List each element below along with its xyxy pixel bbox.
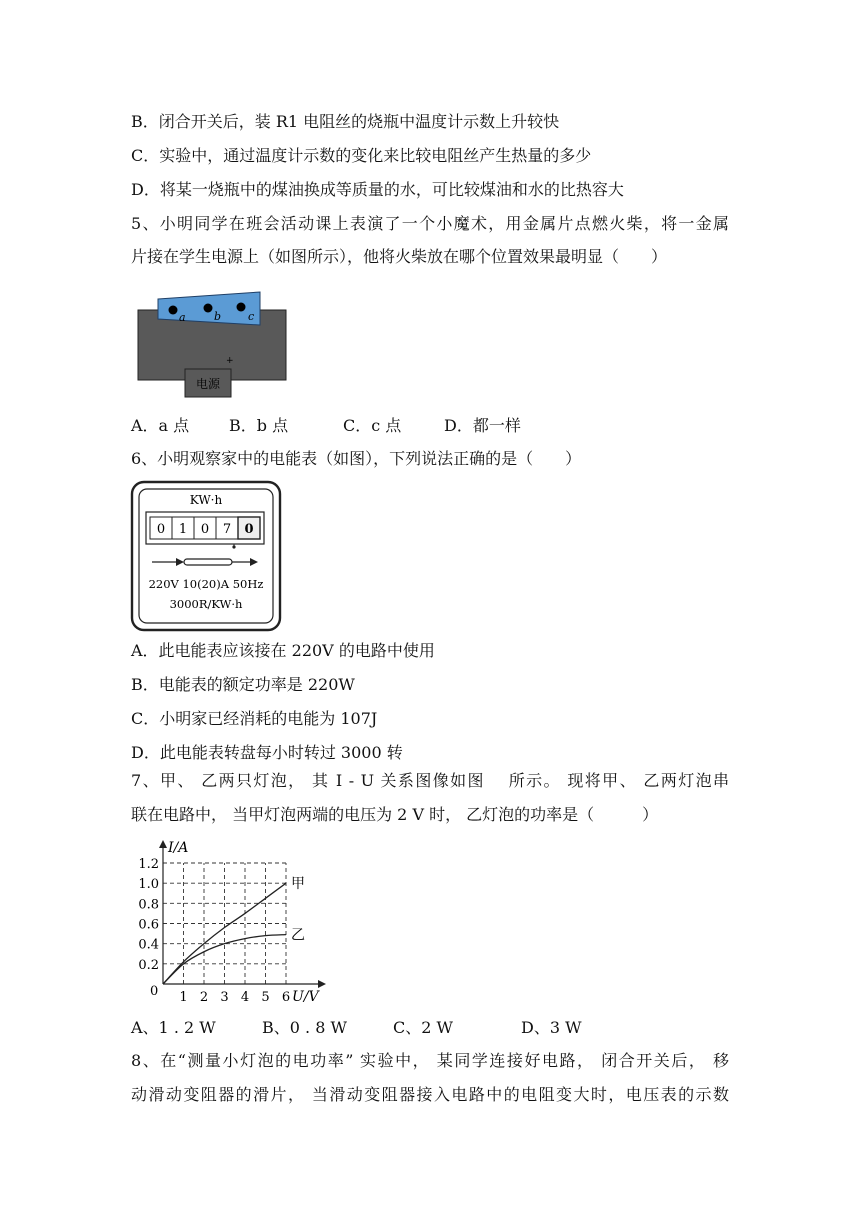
question-6-option-a: A．此电能表应该接在 220V 的电路中使用: [131, 641, 435, 660]
question-6-option-c: C．小明家已经消耗的电能为 107J: [131, 709, 378, 728]
question-7-line-2: 联在电路中， 当甲灯泡两端的电压为 2 V 时， 乙灯泡的功率是（ ）: [131, 805, 659, 824]
q7-option-a: A、1 . 2 W: [131, 1018, 216, 1037]
x-axis-label: U/V: [292, 989, 319, 1005]
meter-digit-5: 0: [244, 522, 254, 537]
y-tick-0.6: 0.6: [138, 917, 159, 933]
x-tick-1: 1: [179, 990, 188, 1005]
q7-option-b: B、0 . 8 W: [262, 1018, 347, 1037]
question-6-option-b: B．电能表的额定功率是 220W: [131, 675, 355, 694]
source-label: 电源: [195, 377, 221, 391]
meter-digit-4: 7: [222, 522, 232, 537]
series-label-0: 甲: [291, 876, 305, 893]
line-c: C．实验中，通过温度计示数的变化来比较电阻丝产生热量的多少: [131, 146, 592, 165]
question-5-line-1: 5、小明同学在班会活动课上表演了一个小魔术，用金属片点燃火柴，将一金属: [131, 214, 729, 233]
line-d: D．将某一烧瓶中的煤油换成等质量的水，可比较煤油和水的比热容大: [131, 180, 624, 199]
x-tick-3: 3: [220, 990, 229, 1005]
line-b: B．闭合开关后，装 R1 电阻丝的烧瓶中温度计示数上升较快: [131, 112, 560, 131]
chart-axes: [159, 840, 326, 988]
y-tick-1.0: 1.0: [138, 877, 159, 893]
x-tick-6: 6: [281, 990, 291, 1005]
question-5-line-2: 片接在学生电源上（如图所示），他将火柴放在哪个位置效果最明显（ ）: [131, 247, 668, 266]
meter-digit-3: 0: [200, 522, 210, 537]
q5-option-d: D．都一样: [444, 416, 521, 435]
plus-sign: +: [226, 356, 234, 366]
q7-option-d: D、3 W: [521, 1018, 582, 1037]
x-tick-2: 2: [199, 990, 209, 1005]
y-tick-0.8: 0.8: [138, 897, 159, 913]
y-tick-0.2: 0.2: [138, 957, 159, 973]
point-c-label: c: [248, 310, 255, 323]
question-8-line-1: 8、在“测量小灯泡的电功率” 实验中， 某同学连接好电路， 闭合开关后， 移: [131, 1051, 729, 1070]
origin-label: 0: [150, 984, 159, 999]
y-tick-1.2: 1.2: [138, 857, 159, 872]
question-6: 6、小明观察家中的电能表（如图），下列说法正确的是（ ）: [131, 449, 582, 468]
y-axis-label: I/A: [168, 840, 189, 856]
q5-option-c: C．c 点: [343, 416, 402, 435]
point-b-dot: [204, 304, 213, 313]
question-6-option-d: D．此电能表转盘每小时转过 3000 转: [131, 743, 403, 762]
figure-5-power-source: [130, 285, 300, 400]
meter-unit: KW·h: [189, 493, 223, 507]
meter-spec: 220V 10(20)A 50Hz: [148, 577, 264, 591]
question-8-line-2: 动滑动变阻器的滑片， 当滑动变阻器接入电路中的电阻变大时，电压表的示数: [131, 1085, 729, 1104]
x-tick-5: 5: [261, 990, 270, 1005]
meter-revolutions: 3000R/KW·h: [169, 597, 243, 611]
meter-digit-2: 1: [178, 522, 188, 537]
q7-option-c: C、2 W: [393, 1018, 453, 1037]
series-label-1: 乙: [291, 927, 305, 944]
question-7-line-1: 7、甲、 乙两只灯泡， 其 I - U 关系图像如图 所示。 现将甲、 乙两灯泡串: [131, 771, 729, 790]
x-tick-4: 4: [240, 990, 250, 1005]
q5-option-b: B．b 点: [229, 416, 289, 435]
point-a-dot: [169, 306, 178, 315]
iu-chart: [128, 834, 333, 1006]
point-a-label: a: [179, 311, 186, 324]
electricity-meter: [130, 480, 282, 632]
point-c-dot: [237, 303, 246, 312]
y-tick-0.4: 0.4: [138, 937, 159, 953]
point-b-label: b: [214, 310, 222, 323]
meter-digit-1: 0: [156, 522, 166, 537]
q5-option-a: A．a 点: [131, 416, 190, 435]
